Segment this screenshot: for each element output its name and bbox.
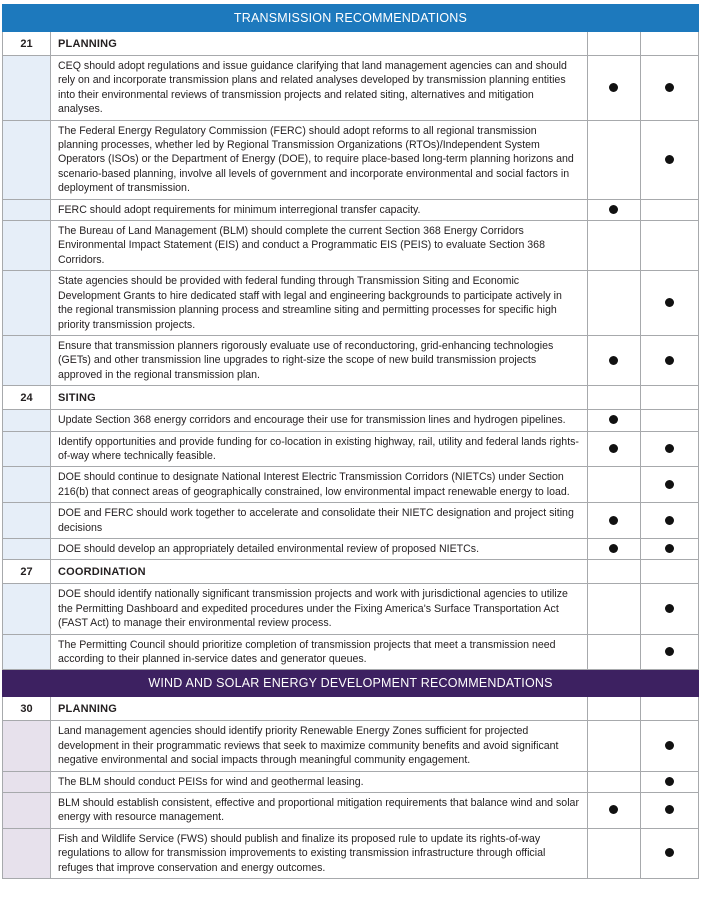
bullet-dot-icon bbox=[665, 544, 674, 553]
mark-cell-b bbox=[640, 793, 698, 829]
mark-cell-b bbox=[640, 335, 698, 385]
recommendation-text: DOE should identify nationally significant transmission projects and work with jurisdictional agencies to utilize the Permitting Dashboard and expedited procedures under the Fixing America's Surface Transportation Act (FAST Act) to manage their environmental review process. bbox=[51, 584, 588, 634]
mark-cell-a bbox=[587, 584, 640, 634]
recommendation-text: DOE should develop an appropriately detailed environmental review of proposed NIETCs. bbox=[51, 538, 588, 559]
group-header-cell-a bbox=[587, 697, 640, 721]
mark-cell-b bbox=[640, 584, 698, 634]
row-tint-cell bbox=[3, 335, 51, 385]
group-header bbox=[3, 32, 699, 56]
group-number: 30 bbox=[3, 697, 51, 721]
bullet-dot-icon bbox=[609, 205, 618, 214]
row-tint-cell bbox=[3, 56, 51, 121]
mark-cell-b bbox=[640, 431, 698, 467]
group-header-cell-b bbox=[640, 697, 698, 721]
mark-cell-a bbox=[587, 828, 640, 878]
bullet-dot-icon bbox=[609, 805, 618, 814]
bullet-dot-icon bbox=[609, 415, 618, 424]
row-tint-cell bbox=[3, 221, 51, 271]
recommendations-table-body bbox=[3, 5, 699, 879]
recommendation-text: Identify opportunities and provide funding for co-location in existing highway, rail, utility and federal lands rights-of-way where technically feasible. bbox=[51, 431, 588, 467]
recommendation-text: Ensure that transmission planners rigorously evaluate use of reconductoring, grid-enhancing technologies (GETs) and other transmission line upgrades to right-size the scope of new build transmission projects approved in the regional transmission plan. bbox=[51, 335, 588, 385]
group-header-cell-b bbox=[640, 560, 698, 584]
recommendation-text: The Federal Energy Regulatory Commission (FERC) should adopt reforms to all regional transmission planning processes, whether led by Regional Transmission Organizations (RTOs)/Independent System Operators (ISOs) or the Department of Energy (DOE), to require place-based long-term planning horizons and scenario-based planning, involve all levels of government and incorporate environmental and social factors in deployment of transmission. bbox=[51, 120, 588, 199]
mark-cell-b bbox=[640, 120, 698, 199]
mark-cell-a bbox=[587, 538, 640, 559]
bullet-dot-icon bbox=[665, 647, 674, 656]
recommendation-text: FERC should adopt requirements for minimum interregional transfer capacity. bbox=[51, 199, 588, 220]
recommendation-text: State agencies should be provided with federal funding through Transmission Siting and Economic Development Grants to hire dedicated staff with legal and engineering backgrounds to participate actively in the regional transmission planning process and streamline siting and permitting processes for specific high priority transmission projects. bbox=[51, 271, 588, 336]
recommendation-row bbox=[3, 271, 699, 336]
recommendation-text: CEQ should adopt regulations and issue guidance clarifying that land management agencies can and should rely on and incorporate transmission plans and related analyses developed by transmission planning entities into their environmental reviews of transmission projects and related siting, alternatives and mitigation analyses. bbox=[51, 56, 588, 121]
mark-cell-a bbox=[587, 335, 640, 385]
bullet-dot-icon bbox=[665, 155, 674, 164]
bullet-dot-icon bbox=[665, 298, 674, 307]
mark-cell-b bbox=[640, 721, 698, 771]
recommendation-text: The Permitting Council should prioritize completion of transmission projects that meet a transmission need according to their planned in-service dates and generator queues. bbox=[51, 634, 588, 670]
row-tint-cell bbox=[3, 120, 51, 199]
bullet-dot-icon bbox=[665, 604, 674, 613]
row-tint-cell bbox=[3, 634, 51, 670]
recommendation-row bbox=[3, 771, 699, 792]
row-tint-cell bbox=[3, 584, 51, 634]
group-header-cell-b bbox=[640, 386, 698, 410]
recommendation-row bbox=[3, 431, 699, 467]
mark-cell-a bbox=[587, 771, 640, 792]
row-tint-cell bbox=[3, 721, 51, 771]
bullet-dot-icon bbox=[665, 444, 674, 453]
group-header-cell-a bbox=[587, 32, 640, 56]
mark-cell-a bbox=[587, 503, 640, 539]
section-banner-title: WIND AND SOLAR ENERGY DEVELOPMENT RECOMMENDATIONS bbox=[3, 670, 699, 697]
row-tint-cell bbox=[3, 793, 51, 829]
recommendation-text: Update Section 368 energy corridors and encourage their use for transmission lines and hydrogen pipelines. bbox=[51, 410, 588, 431]
mark-cell-b bbox=[640, 221, 698, 271]
group-header bbox=[3, 386, 699, 410]
bullet-dot-icon bbox=[609, 516, 618, 525]
recommendation-row bbox=[3, 828, 699, 878]
bullet-dot-icon bbox=[665, 83, 674, 92]
mark-cell-a bbox=[587, 199, 640, 220]
mark-cell-b bbox=[640, 56, 698, 121]
recommendation-row bbox=[3, 503, 699, 539]
mark-cell-b bbox=[640, 410, 698, 431]
row-tint-cell bbox=[3, 271, 51, 336]
bullet-dot-icon bbox=[609, 444, 618, 453]
group-title: PLANNING bbox=[51, 697, 588, 721]
bullet-dot-icon bbox=[609, 83, 618, 92]
recommendation-text: The BLM should conduct PEISs for wind and geothermal leasing. bbox=[51, 771, 588, 792]
mark-cell-b bbox=[640, 199, 698, 220]
recommendation-text: BLM should establish consistent, effective and proportional mitigation requirements that balance wind and solar energy with resource management. bbox=[51, 793, 588, 829]
mark-cell-b bbox=[640, 634, 698, 670]
recommendation-row bbox=[3, 467, 699, 503]
mark-cell-b bbox=[640, 828, 698, 878]
row-tint-cell bbox=[3, 771, 51, 792]
recommendation-row bbox=[3, 335, 699, 385]
bullet-dot-icon bbox=[665, 516, 674, 525]
recommendation-row bbox=[3, 199, 699, 220]
recommendation-row bbox=[3, 410, 699, 431]
mark-cell-a bbox=[587, 221, 640, 271]
bullet-dot-icon bbox=[609, 356, 618, 365]
group-title: PLANNING bbox=[51, 32, 588, 56]
recommendation-row bbox=[3, 793, 699, 829]
recommendation-row bbox=[3, 721, 699, 771]
recommendation-row bbox=[3, 584, 699, 634]
recommendation-row bbox=[3, 221, 699, 271]
mark-cell-a bbox=[587, 467, 640, 503]
mark-cell-a bbox=[587, 634, 640, 670]
mark-cell-b bbox=[640, 271, 698, 336]
mark-cell-a bbox=[587, 56, 640, 121]
recommendation-row bbox=[3, 538, 699, 559]
group-header bbox=[3, 697, 699, 721]
row-tint-cell bbox=[3, 431, 51, 467]
bullet-dot-icon bbox=[665, 805, 674, 814]
recommendation-row bbox=[3, 56, 699, 121]
recommendation-text: The Bureau of Land Management (BLM) should complete the current Section 368 Energy Corridors Environmental Impact Statement (EIS) and conduct a Programmatic EIS (PEIS) to evaluate Section 368 Corridors. bbox=[51, 221, 588, 271]
bullet-dot-icon bbox=[665, 356, 674, 365]
row-tint-cell bbox=[3, 199, 51, 220]
recommendation-row bbox=[3, 634, 699, 670]
row-tint-cell bbox=[3, 503, 51, 539]
section-banner bbox=[3, 5, 699, 32]
row-tint-cell bbox=[3, 410, 51, 431]
group-header-cell-a bbox=[587, 560, 640, 584]
group-header-cell-b bbox=[640, 32, 698, 56]
mark-cell-b bbox=[640, 771, 698, 792]
group-number: 21 bbox=[3, 32, 51, 56]
mark-cell-a bbox=[587, 271, 640, 336]
recommendation-text: Land management agencies should identify priority Renewable Energy Zones sufficient for projected development in their programmatic reviews that seek to maximize community benefits and avoid significant negative environmental and social impacts through meaningful community engagement. bbox=[51, 721, 588, 771]
bullet-dot-icon bbox=[665, 480, 674, 489]
group-number: 24 bbox=[3, 386, 51, 410]
bullet-dot-icon bbox=[665, 777, 674, 786]
recommendation-text: Fish and Wildlife Service (FWS) should publish and finalize its proposed rule to update its rights-of-way regulations to allow for transmission improvements to existing transmission infrastructure through official refuges that improve conservation and energy outcomes. bbox=[51, 828, 588, 878]
section-banner-title: TRANSMISSION RECOMMENDATIONS bbox=[3, 5, 699, 32]
mark-cell-a bbox=[587, 410, 640, 431]
mark-cell-b bbox=[640, 467, 698, 503]
group-number: 27 bbox=[3, 560, 51, 584]
row-tint-cell bbox=[3, 467, 51, 503]
group-title: SITING bbox=[51, 386, 588, 410]
mark-cell-a bbox=[587, 120, 640, 199]
recommendation-row bbox=[3, 120, 699, 199]
bullet-dot-icon bbox=[609, 544, 618, 553]
section-banner bbox=[3, 670, 699, 697]
recommendations-table bbox=[2, 4, 699, 879]
bullet-dot-icon bbox=[665, 848, 674, 857]
mark-cell-a bbox=[587, 431, 640, 467]
mark-cell-b bbox=[640, 538, 698, 559]
recommendation-text: DOE and FERC should work together to accelerate and consolidate their NIETC designation and project siting decisions bbox=[51, 503, 588, 539]
mark-cell-b bbox=[640, 503, 698, 539]
group-header-cell-a bbox=[587, 386, 640, 410]
recommendation-text: DOE should continue to designate National Interest Electric Transmission Corridors (NIETCs) under Section 216(b) that connect areas of geographically constrained, low environmental impact renewable energy to load. bbox=[51, 467, 588, 503]
bullet-dot-icon bbox=[665, 741, 674, 750]
group-title: COORDINATION bbox=[51, 560, 588, 584]
group-header bbox=[3, 560, 699, 584]
row-tint-cell bbox=[3, 828, 51, 878]
mark-cell-a bbox=[587, 721, 640, 771]
row-tint-cell bbox=[3, 538, 51, 559]
mark-cell-a bbox=[587, 793, 640, 829]
